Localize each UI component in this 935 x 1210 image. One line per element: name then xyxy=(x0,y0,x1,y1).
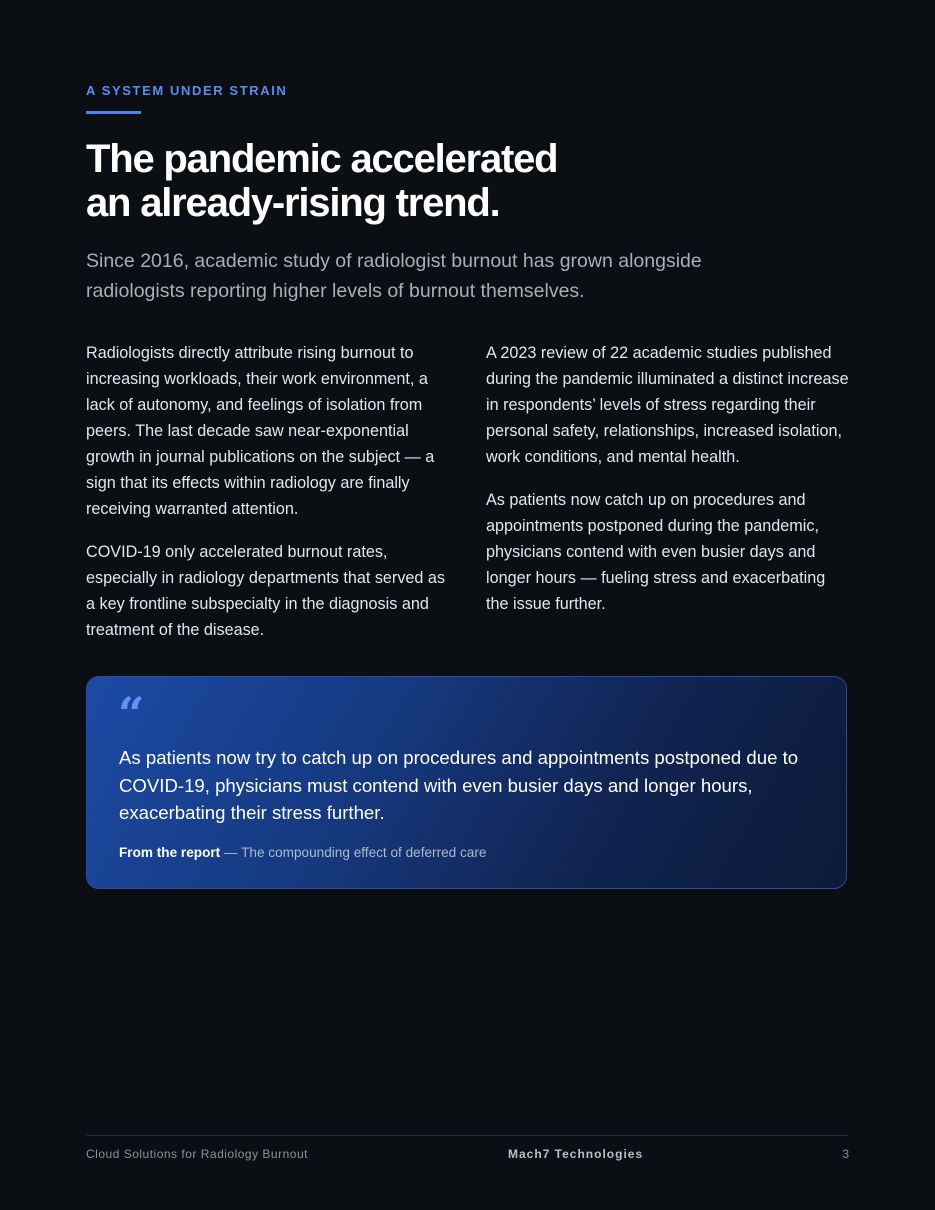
footer-divider xyxy=(86,1135,849,1136)
quote-attribution xyxy=(119,844,486,862)
footer-document-title: Cloud Solutions for Radiology Burnout xyxy=(86,1147,308,1161)
body-paragraph: As patients now catch up on procedures and appointments postponed during the pandemic, physicians contend with even busier days and longer hours — fueling stress and exacerbating the issue further. xyxy=(486,491,826,613)
footer-page-number: 3 xyxy=(842,1147,849,1161)
quote-source-detail: — The compounding effect of deferred care xyxy=(220,845,487,860)
body-paragraph: COVID-19 only accelerated burnout rates, especially in radiology departments that served as a key frontline subspecialty in the diagnosis and treatment of the disease. xyxy=(86,543,446,639)
body-paragraph: Radiologists directly attribute rising burnout to increasing workloads, their work environment, a lack of autonomy, and feelings of isolation from peers. The last decade saw near-exponential growth in journal publications on the subject — a sign that its effects within radiology are finally receiving warranted attention. xyxy=(86,344,435,518)
right-text-column xyxy=(486,340,850,634)
headline-line-1: The pandemic accelerated xyxy=(86,137,558,181)
page-headline xyxy=(86,137,557,225)
lede-paragraph: Since 2016, academic study of radiologist burnout has grown alongside radiologists reporting higher levels of burnout themselves. xyxy=(86,250,702,302)
quote-source-label: From the report xyxy=(119,845,221,860)
left-text-column xyxy=(86,340,450,660)
section-eyebrow: A SYSTEM UNDER STRAIN xyxy=(86,83,288,98)
pull-quote-card xyxy=(86,676,847,889)
body-paragraph: A 2023 review of 22 academic studies published during the pandemic illuminated a distinct increase in respondents’ levels of stress regarding their personal safety, relationships, increased isolation, work conditions, and mental health. xyxy=(486,344,849,466)
headline-line-2: an already-rising trend. xyxy=(86,181,500,225)
quote-mark-icon: “ xyxy=(118,687,145,741)
footer-company-name: Mach7 Technologies xyxy=(508,1147,644,1161)
document-page xyxy=(86,0,849,1210)
pull-quote-text: As patients now try to catch up on procedures and appointments postponed due to COVID-19, physicians must contend with even busier days and longer hours, exacerbating their stress further. xyxy=(119,747,799,823)
eyebrow-underline xyxy=(86,111,141,114)
